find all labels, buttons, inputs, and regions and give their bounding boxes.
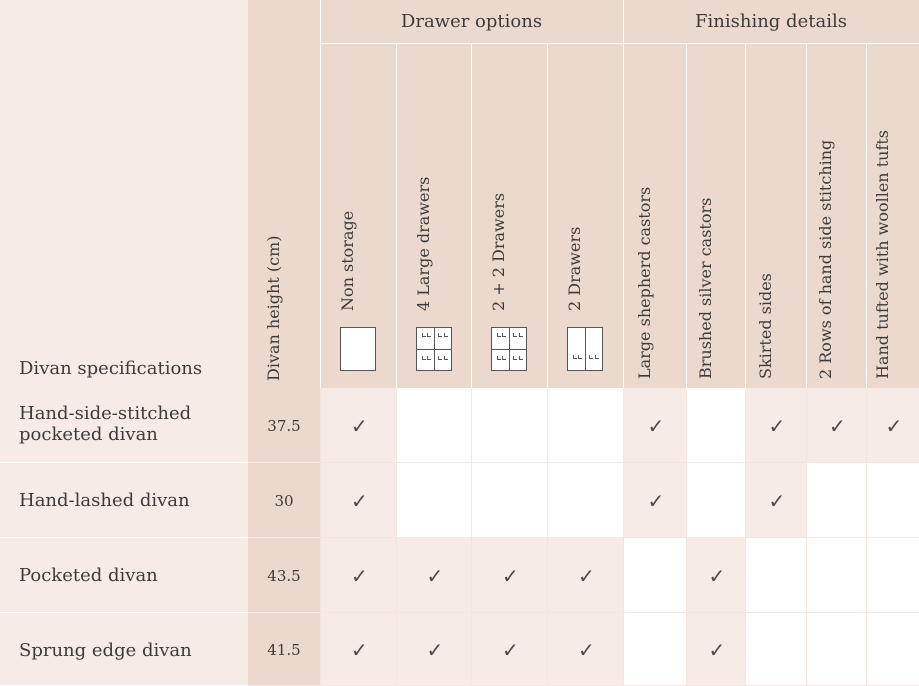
check-cell [471, 388, 547, 463]
check-mark: ✓ [647, 413, 665, 438]
check-mark: ✓ [768, 413, 786, 438]
drawer-line [444, 333, 445, 337]
row-name [19, 490, 190, 511]
drawer-line [444, 356, 445, 360]
finishing-label-2: Brushed silver castors [695, 197, 715, 379]
check-mark: ✓ [578, 563, 595, 588]
check-cell [806, 538, 866, 613]
drawer-line [595, 355, 596, 359]
check-mark: ✓ [647, 488, 665, 513]
row-height-value: 30 [274, 491, 294, 510]
drawer-options-title: Drawer options [400, 11, 543, 32]
row-name-line1: Pocketed divan [19, 565, 158, 586]
check-cell [866, 538, 919, 613]
row-name-line1: Sprung edge divan [19, 640, 192, 661]
drawer-line [513, 356, 514, 360]
check-cell [686, 463, 745, 538]
drawer-line [578, 355, 579, 359]
two-drawers-icon [567, 327, 603, 371]
finishing-details-title: Finishing details [695, 11, 847, 32]
drawer-line [497, 333, 498, 337]
check-cell [623, 538, 686, 613]
row-name [19, 403, 191, 445]
check-mark: ✓ [578, 637, 595, 662]
finishing-label-5: Hand tufted with woollen tufts [872, 130, 892, 379]
check-mark: ✓ [708, 637, 726, 662]
drawer-line [497, 356, 498, 360]
non-storage-icon [340, 327, 376, 371]
check-cell [806, 613, 866, 686]
drawer-line [573, 355, 574, 359]
specs-header-cell [0, 0, 248, 388]
drawer-line [502, 333, 503, 337]
drawer-option-label-4: 2 Drawers [565, 226, 584, 311]
drawer-line [427, 333, 428, 337]
check-cell [866, 613, 919, 686]
drawer-line [422, 356, 423, 360]
row-name-line1: Hand-lashed divan [19, 490, 190, 511]
drawer-line [589, 355, 590, 359]
drawer-line [585, 328, 586, 370]
four-large-drawers-icon [416, 327, 452, 371]
drawer-line [513, 333, 514, 337]
finishing-label-3: Skirted sides [755, 273, 775, 379]
drawer-line [519, 333, 520, 337]
finishing-label-4: 2 Rows of hand side stitching [816, 139, 835, 379]
column-header-8 [806, 44, 866, 388]
check-cell [866, 463, 919, 538]
drawer-line [422, 333, 423, 337]
drawer-option-label-2: 4 Large drawers [413, 176, 433, 311]
drawer-line [438, 356, 439, 360]
drawer-line [502, 356, 503, 360]
check-cell [547, 388, 623, 463]
check-cell [471, 463, 547, 538]
row-name-line2: pocketed divan [19, 424, 158, 445]
row-height-value: 37.5 [267, 416, 301, 435]
specs-label: Divan specifications [19, 358, 203, 379]
drawer-line [438, 333, 439, 337]
drawer-line [492, 349, 526, 350]
check-mark: ✓ [351, 563, 368, 588]
check-cell [396, 463, 471, 538]
drawer-line [519, 356, 520, 360]
check-mark: ✓ [351, 488, 368, 513]
check-mark: ✓ [829, 413, 846, 438]
check-mark: ✓ [768, 488, 786, 513]
check-cell [547, 463, 623, 538]
finishing-label-1: Large shepherd castors [634, 186, 654, 379]
drawer-option-label-1: Non storage [338, 210, 357, 311]
check-mark: ✓ [351, 637, 368, 662]
row-height-value: 41.5 [267, 640, 301, 659]
check-cell [745, 613, 806, 686]
check-cell [686, 388, 745, 463]
check-mark: ✓ [885, 413, 903, 438]
drawer-line [427, 356, 428, 360]
check-mark: ✓ [426, 563, 444, 588]
two-plus-two-drawers-icon [491, 327, 527, 371]
check-mark: ✓ [502, 563, 519, 588]
drawer-line [417, 349, 451, 350]
row-name-line1: Hand-side-stitched [19, 403, 192, 424]
check-cell [623, 613, 686, 686]
check-mark: ✓ [426, 637, 444, 662]
check-cell [806, 463, 866, 538]
check-cell [745, 538, 806, 613]
row-height-value: 43.5 [267, 566, 301, 585]
height-header-cell [248, 0, 320, 388]
check-mark: ✓ [351, 413, 368, 438]
check-cell [396, 388, 471, 463]
row-name [19, 565, 158, 586]
drawer-option-label-3: 2 + 2 Drawers [489, 192, 508, 311]
check-mark: ✓ [708, 563, 726, 588]
check-mark: ✓ [502, 637, 519, 662]
row-name [19, 640, 192, 661]
height-label: Divan height (cm) [264, 235, 283, 381]
